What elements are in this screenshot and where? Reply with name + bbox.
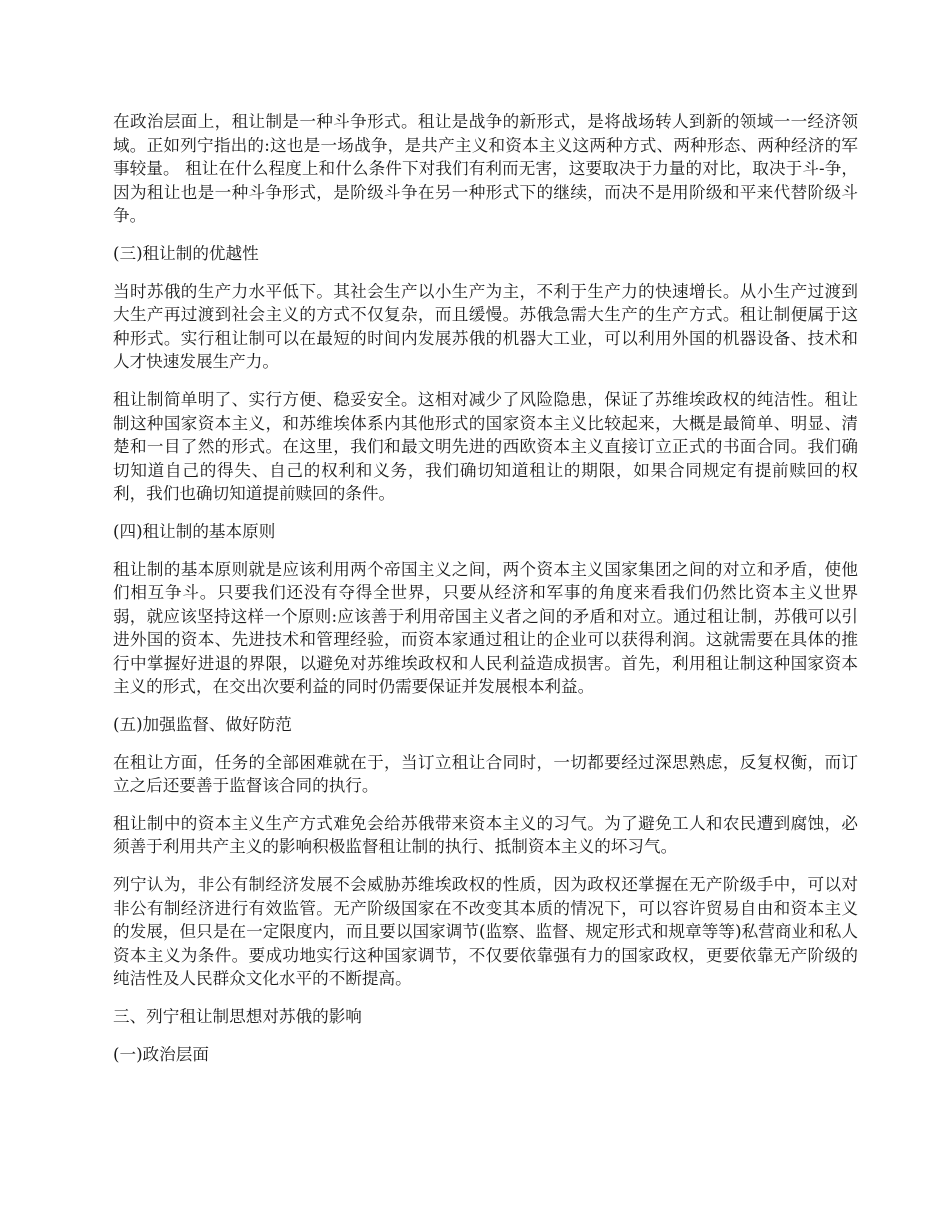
paragraph-contract-difficulty: 在租让方面，任务的全部困难就在于，当订立租让合同时，一切都要经过深思熟虑，反复权衡，而订立之后还要善于监督该合同的执行。 — [113, 752, 858, 796]
paragraph-lenin-view: 列宁认为，非公有制经济发展不会威胁苏维埃政权的性质，因为政权还掌握在无产阶级手中，可以对非公有制经济进行有效监管。无产阶级国家在不改变其本质的情况下，可以容许贸易自由和资本主义的发展，但只是在一定限度内，而且要以国家调节(监察、监督、规定形式和规章等等)私营商业和私人资本主义为条件。要成功地实行这种国家调节，不仅要依靠强有力的国家政权，更要依靠无产阶级的纯洁性及人民群众文化水平的不断提高。 — [113, 875, 858, 989]
section-heading-political-level: (一)政治层面 — [113, 1044, 209, 1064]
paragraph-simplicity: 租让制简单明了、实行方便、稳妥安全。这相对减少了风险隐患，保证了苏维埃政权的纯洁性。租让制这种国家资本主义，和苏维埃体系内其他形式的国家资本主义比较起来，大概是最简单、明显、清楚和一目了然的形式。在这里，我们和最文明先进的西欧资本主义直接订立正式的书面合同。我们确切知道自己的得失、自己的权利和义务，我们确切知道租让的期限，如果合同规定有提前赎回的权利，我们也确切知道提前赎回的条件。 — [113, 389, 858, 504]
paragraph-productivity: 当时苏俄的生产力水平低下。其社会生产以小生产为主，不利于生产力的快速增长。从小生产过渡到大生产再过渡到社会主义的方式不仅复杂，而且缓慢。苏俄急需大生产的生产方式。租让制便属于这种形式。实行租让制可以在最短的时间内发展苏俄的机器大工业，可以利用外国的机器设备、技术和人才快速发展生产力。 — [113, 281, 858, 372]
paragraph-political-struggle: 在政治层面上，租让制是一种斗争形式。租让是战争的新形式，是将战场转人到新的领域一一经济领域。正如列宁指出的:这也是一场战争，是共产主义和资本主义这两种方式、两种形态、两种经济的军事较量。 租让在什么程度上和什么条件下对我们有利而无害，这要取决于力量的对比，取决于斗-争，因为租让也是一种斗争形式，是阶级斗争在另一种形式下的继续，而决不是用阶级和平来代替阶级斗争。 — [113, 112, 858, 226]
section-heading-principles: (四)租让制的基本原则 — [113, 521, 276, 541]
paragraph-capitalist-habits: 租让制中的资本主义生产方式难免会给苏俄带来资本主义的习气。为了避免工人和农民遭到腐蚀，必须善于利用共产主义的影响积极监督租让制的执行、抵制资本主义的坏习气。 — [113, 813, 858, 857]
document-body — [113, 110, 858, 1080]
section-heading-influence: 三、列宁租让制思想对苏俄的影响 — [113, 1007, 362, 1026]
paragraph-principles: 租让制的基本原则就是应该利用两个帝国主义之间，两个资本主义国家集团之间的对立和矛盾，使他们相互争斗。只要我们还没有夺得全世界，只要从经济和军事的角度来看我们仍然比资本主义世界弱，就应该坚持这样一个原则:应该善于利用帝国主义者之间的矛盾和对立。通过租让制，苏俄可以引进外国的资本、先进技术和管理经验，而资本家通过租让的企业可以获得利润。这就需要在具体的推行中掌握好进退的界限，以避免对苏维埃政权和人民利益造成损害。首先，利用租让制这种国家资本主义的形式，在交出次要利益的同时仍需要保证并发展根本利益。 — [113, 559, 858, 697]
section-heading-supervision: (五)加强监督、做好防范 — [113, 715, 292, 735]
section-heading-advantages: (三)租让制的优越性 — [113, 243, 259, 263]
